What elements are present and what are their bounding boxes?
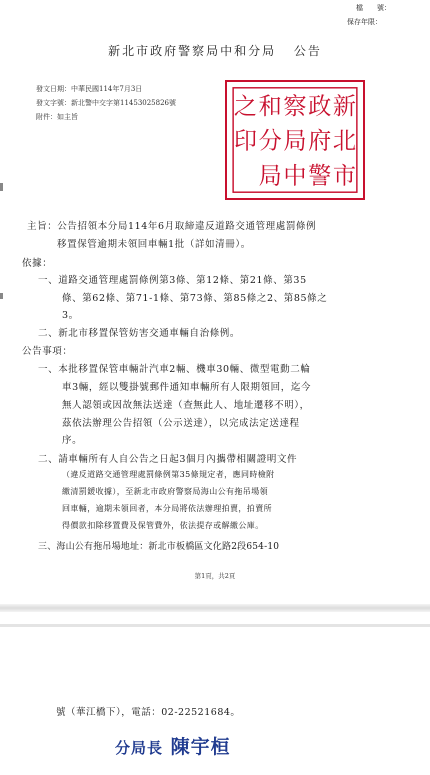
- item-2-line-3: 繳清罰鍰收據），至新北市政府警察局海山公有拖吊場領: [62, 487, 268, 496]
- seal-char: 局: [258, 162, 282, 190]
- item-2-line-2: （違反道路交通管理處罰條例第35條規定者，應同時檢附: [62, 470, 275, 479]
- seal-char: 中: [283, 162, 307, 190]
- retention-label: 保存年限：: [347, 18, 382, 26]
- issue-date: 發文日期：中華民國114年7月3日: [36, 85, 143, 93]
- item-2-line-1: 二、請車輛所有人自公告之日起3個月內攜帶相關證明文件: [38, 454, 298, 465]
- signature-name: 陳宇桓: [170, 736, 231, 758]
- item-1-line-2: 車3輛，經以雙掛號郵件通知車輛所有人限期領回，迄今: [62, 382, 312, 393]
- basis-1-line-3: 3。: [62, 310, 79, 321]
- seal-char: 和: [258, 92, 282, 120]
- item-1-line-1: 一、本批移置保管車輛計汽車2輛、機車30輛、微型電動二輪: [38, 364, 311, 375]
- signature: [115, 732, 231, 759]
- serial-label: 檔 號：: [356, 4, 391, 12]
- page-separator-line: [0, 624, 430, 627]
- seal-char: 之: [233, 92, 258, 120]
- basis-2: 二、新北市移置保管妨害交通車輛自治條例。: [38, 328, 241, 339]
- seal-graphic: [227, 82, 363, 198]
- seal-char: 警: [308, 162, 332, 190]
- basis-1-line-1: 一、道路交通管理處罰條例第3條、第12條、第21條、第35: [38, 275, 307, 286]
- item-1-line-3: 無人認領或因故無法送達（查無此人、地址遷移不明），: [62, 400, 310, 411]
- seal-char: 政: [308, 92, 332, 120]
- seal-char: 新: [332, 92, 357, 120]
- footer-address: 號（華江橋下），電話：02-22521684。: [56, 707, 241, 718]
- page-title: [0, 42, 430, 59]
- document-type: 公告: [293, 44, 322, 58]
- page-separator: [0, 604, 430, 612]
- item-1-line-4: 茲依法辦理公告招領（公示送達），以完成法定送達程: [62, 418, 300, 429]
- scan-edge-mark: [0, 183, 3, 191]
- seal-char: 察: [283, 92, 307, 120]
- seal-char: 府: [308, 127, 332, 155]
- page-number: 第1頁，共2頁: [194, 572, 236, 580]
- attachment: 附件：如主旨: [36, 113, 78, 121]
- signature-title: 分局長: [115, 739, 164, 757]
- notice-label: 公告事項：: [22, 346, 73, 357]
- item-2-line-5: 得價款扣除移置費及保管費外，依法提存或解繳公庫。: [62, 521, 264, 530]
- seal-char: 北: [332, 127, 357, 155]
- seal-char: 分: [258, 127, 282, 155]
- basis-label: 依據：: [22, 258, 53, 269]
- subject-line-2: 移置保管逾期未領回車輛1批（詳如清冊）。: [57, 239, 251, 250]
- item-2-line-4: 回車輛，逾期未領回者，本分局將依法辦理拍賣，拍賣所: [62, 504, 272, 513]
- item-3: 三、海山公有拖吊場地址：新北市板橋區文化路2段654-10: [38, 542, 280, 552]
- agency-name: 新北市政府警察局中和分局: [108, 44, 277, 58]
- official-seal: [225, 80, 365, 200]
- item-1-line-5: 序。: [62, 435, 83, 446]
- subject-line-1: 主旨：公告招領本分局114年6月取締違反道路交通管理處罰條例: [27, 221, 317, 232]
- seal-char: 局: [283, 127, 307, 155]
- basis-1-line-2: 條、第62條、第71-1條、第73條、第85條之2、第85條之: [62, 293, 328, 304]
- seal-char: 印: [233, 127, 258, 155]
- scan-edge-mark: [0, 293, 3, 299]
- seal-char: 市: [332, 162, 357, 190]
- document-number: 發文字號：新北警中交字第11453025826號: [36, 99, 176, 107]
